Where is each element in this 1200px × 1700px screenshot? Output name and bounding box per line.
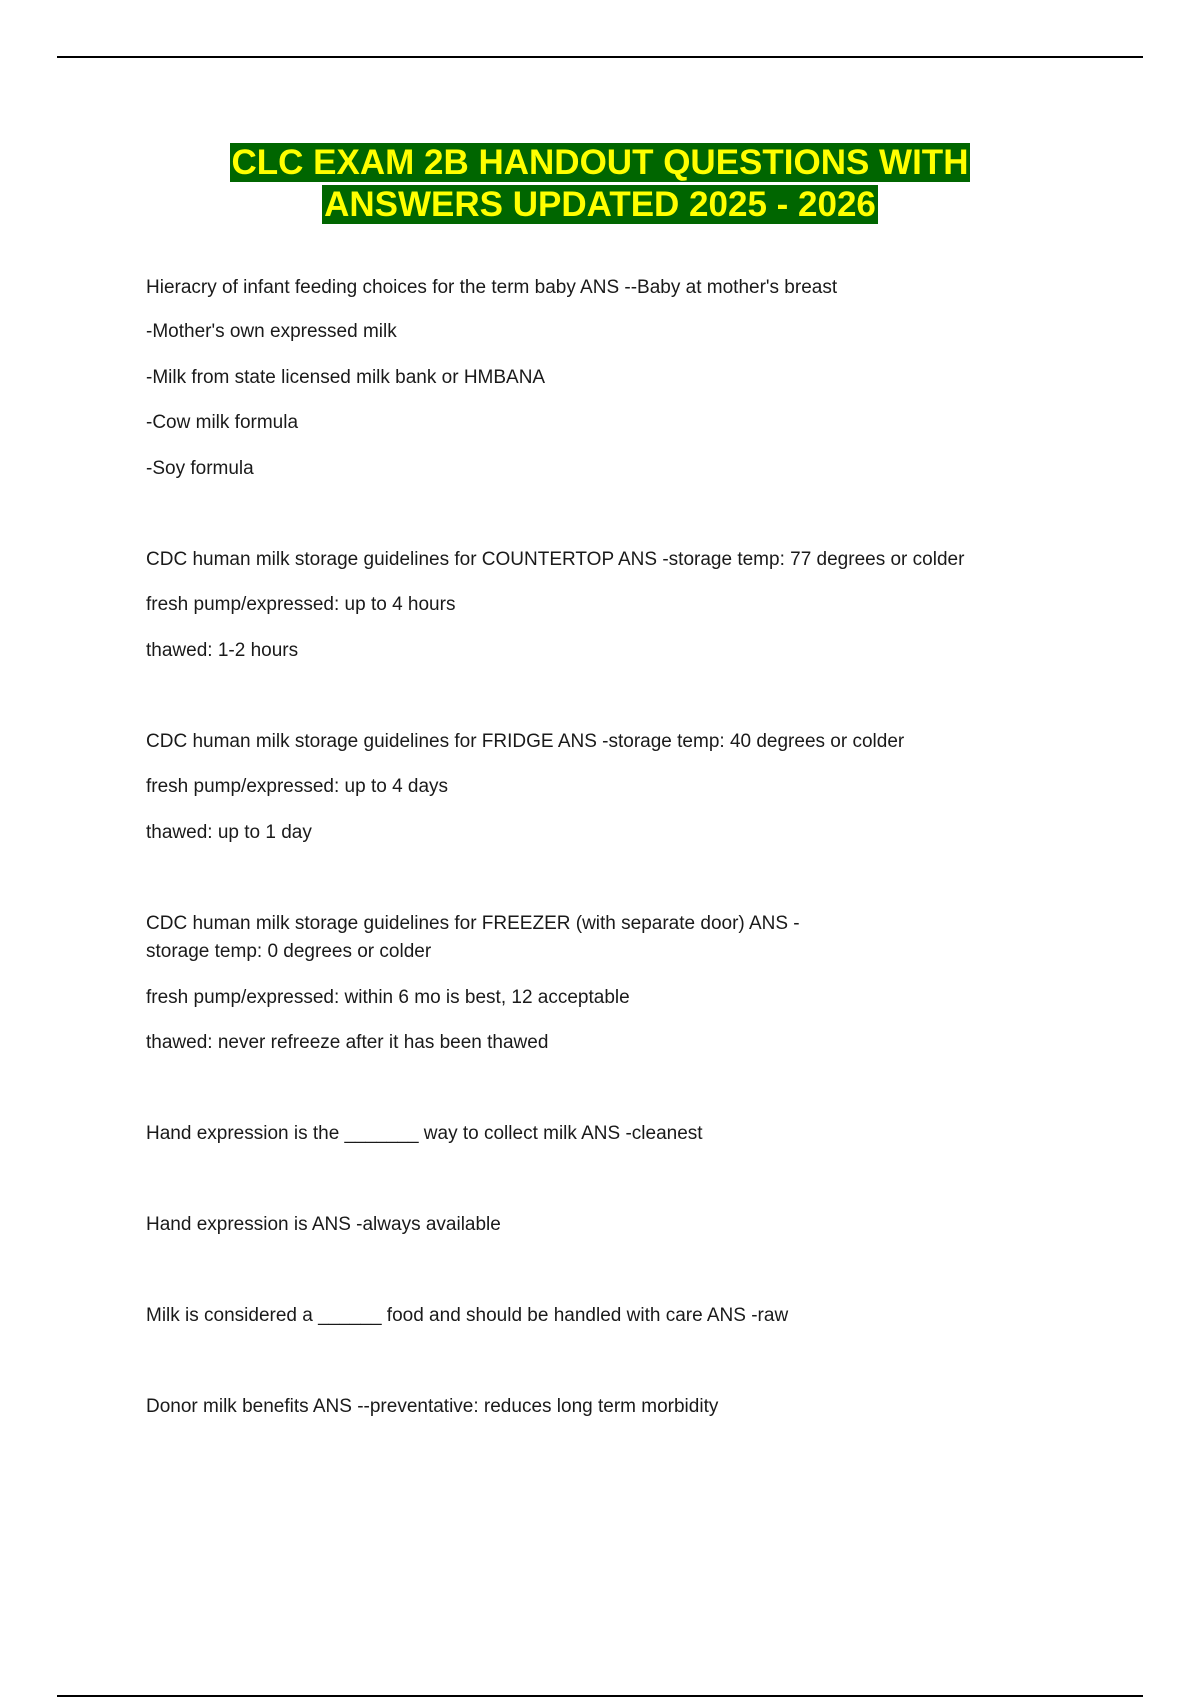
title-line-2: ANSWERS UPDATED 2025 - 2026	[324, 185, 876, 224]
text-line: fresh pump/expressed: within 6 mo is best, 12 acceptable	[146, 987, 630, 1008]
bottom-rule	[57, 1695, 1143, 1697]
text-line: Hand expression is ANS -always available	[146, 1214, 501, 1235]
text-line: fresh pump/expressed: up to 4 hours	[146, 594, 456, 615]
text-line: Milk is considered a ______ food and should be handled with care ANS -raw	[146, 1305, 789, 1326]
top-rule	[57, 56, 1143, 58]
text-line: Hieracry of infant feeding choices for the term baby ANS --Baby at mother's breast	[146, 277, 838, 298]
text-line: -Soy formula	[146, 458, 254, 479]
text-line: CDC human milk storage guidelines for FREEZER (with separate door) ANS -	[146, 913, 800, 934]
text-line: thawed: 1-2 hours	[146, 640, 299, 661]
text-line: Hand expression is the _______ way to collect milk ANS -cleanest	[146, 1123, 703, 1144]
title-line-1: CLC EXAM 2B HANDOUT QUESTIONS WITH	[231, 143, 969, 182]
text-line: CDC human milk storage guidelines for FRIDGE ANS -storage temp: 40 degrees or colder	[146, 731, 905, 752]
text-line: thawed: never refreeze after it has been thawed	[146, 1032, 549, 1053]
text-line: -Mother's own expressed milk	[146, 321, 397, 342]
text-line: -Cow milk formula	[146, 412, 299, 433]
document-title	[0, 142, 1200, 226]
text-line: Donor milk benefits ANS --preventative: reduces long term morbidity	[146, 1396, 719, 1417]
text-line: CDC human milk storage guidelines for COUNTERTOP ANS -storage temp: 77 degrees or colder	[146, 549, 965, 570]
text-line: fresh pump/expressed: up to 4 days	[146, 776, 449, 797]
text-line: -Milk from state licensed milk bank or HMBANA	[146, 367, 546, 388]
text-line: thawed: up to 1 day	[146, 822, 312, 843]
text-line: storage temp: 0 degrees or colder	[146, 941, 432, 962]
